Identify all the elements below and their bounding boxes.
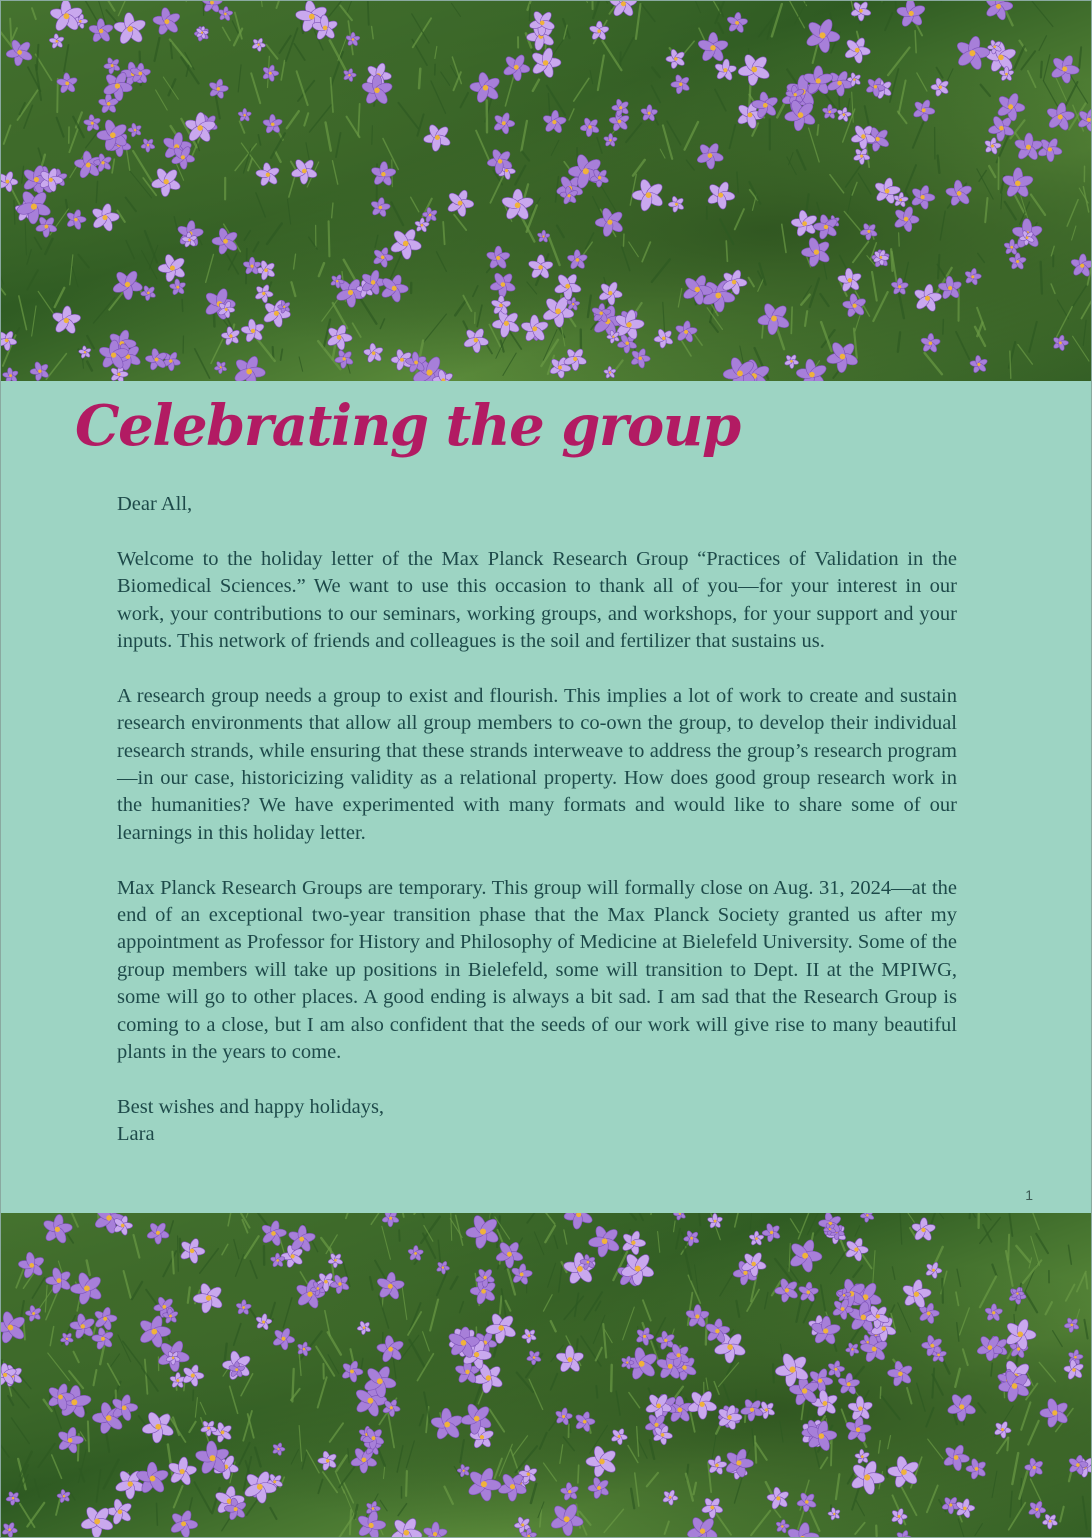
crocus-flowers-image [1, 1213, 1091, 1538]
crocus-footer-photo [1, 1213, 1091, 1538]
crocus-flowers-image [1, 1, 1091, 381]
page-title: Celebrating the group [75, 393, 740, 459]
crocus-header-photo [1, 1, 1091, 381]
letter-content [1, 381, 1091, 1213]
page-number: 1 [1025, 1187, 1033, 1203]
letter-greeting: Dear All, [117, 493, 193, 515]
letter-paragraph-1: Welcome to the holiday letter of the Max Planck Research Group “Practices of Validation in the Biomedical Sciences.” We want to use this occasion to thank all of you—for your interest in our work, your contributions to our seminars, working groups, and workshops, for your support and your inputs. This network of friends and colleagues is the soil and fertilizer that sustains us. [117, 547, 957, 653]
letter-closing: Best wishes and happy holidays, [117, 1095, 385, 1118]
letter-paragraph-2: A research group needs a group to exist and flourish. This implies a lot of work to create and sustain research environments that allow all group members to co-own the group, to develop their individual research strands, while ensuring that these strands interweave to address the group’s research program—in our case, historicizing validity as a relational property. How does good group research work in the humanities? We have experimented with many formats and would like to share some of our learnings in this holiday letter. [117, 684, 957, 844]
letter-body [117, 491, 957, 1149]
letter-paragraph-3: Max Planck Research Groups are temporary. This group will formally close on Aug. 31, 2024—at the end of an exceptional two-year transition phase that the Max Planck Society granted us after my appointment as Professor for History and Philosophy of Medicine at Bielefeld University. Some of the group members will take up positions in Bielefeld, some will transition to Dept. II at the MPIWG, some will go to other places. A good ending is always a bit sad. I am sad that the Research Group is coming to a close, but I am also confident that the seeds of our work will give rise to many beautiful plants in the years to come. [117, 876, 957, 1064]
letter-signature: Lara [117, 1123, 155, 1146]
